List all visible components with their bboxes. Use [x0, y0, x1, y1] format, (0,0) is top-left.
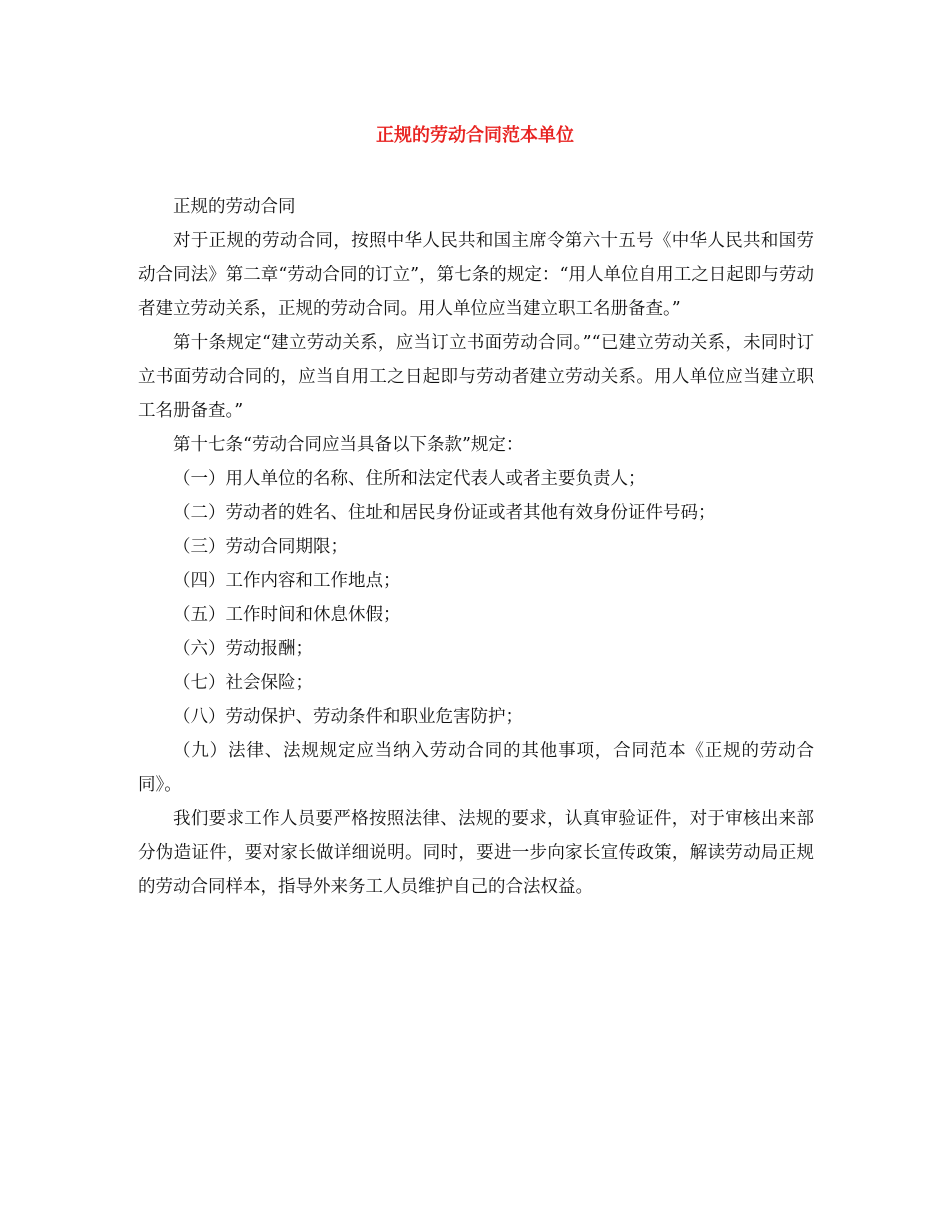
- clause-item-7: （七）社会保险；: [173, 673, 313, 693]
- clause-item-9: （九）法律、法规规定应当纳入劳动合同的其他事项，合同范本《正规的劳动合同》。: [138, 741, 814, 795]
- clause-item-3: （三）劳动合同期限；: [173, 537, 348, 557]
- paragraph-closing: 我们要求工作人员要严格按照法律、法规的要求，认真审验证件，对于审核出来部分伪造证件，要对家长做详细说明。同时，要进一步向家长宣传政策，解读劳动局正规的劳动合同样本，指导外来务工人员维护自己的合法权益。: [138, 809, 814, 897]
- document-title: 正规的劳动合同范本单位: [376, 125, 574, 146]
- clause-item-6: （六）劳动报酬；: [173, 639, 313, 659]
- document-body: [138, 190, 814, 904]
- clause-item-1: （一）用人单位的名称、住所和法定代表人或者主要负责人；: [173, 469, 646, 489]
- clause-item-5: （五）工作时间和休息休假；: [173, 605, 401, 625]
- paragraph-heading: 正规的劳动合同: [173, 197, 296, 217]
- clause-item-2: （二）劳动者的姓名、住址和居民身份证或者其他有效身份证件号码；: [173, 503, 716, 523]
- paragraph-article-17-intro: 第十七条“劳动合同应当具备以下条款”规定：: [173, 435, 524, 455]
- clause-item-4: （四）工作内容和工作地点；: [173, 571, 401, 591]
- paragraph-article-7: 对于正规的劳动合同，按照中华人民共和国主席令第六十五号《中华人民共和国劳动合同法》第二章“劳动合同的订立”，第七条的规定：“用人单位自用工之日起即与劳动者建立劳动关系，正规的劳动合同。用人单位应当建立职工名册备查。”: [138, 231, 814, 319]
- paragraph-article-10: 第十条规定“建立劳动关系，应当订立书面劳动合同。”“已建立劳动关系，未同时订立书面劳动合同的，应当自用工之日起即与劳动者建立劳动关系。用人单位应当建立职工名册备查。”: [138, 333, 814, 421]
- clause-item-8: （八）劳动保护、劳动条件和职业危害防护；: [173, 707, 523, 727]
